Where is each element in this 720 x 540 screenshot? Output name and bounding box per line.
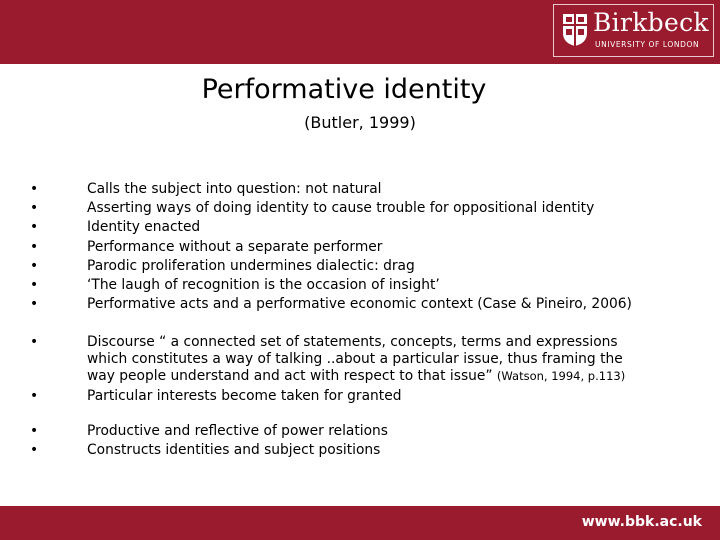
list-item: • Calls the subject into question: not natural: [30, 180, 632, 199]
bullet-icon: •: [30, 423, 39, 439]
list-item: • Constructs identities and subject positions: [30, 441, 388, 460]
discourse-quote: Discourse “ a connected set of statements, concepts, terms and expressions which constitutes a way of talking ..about a particular issue, thus framing the way people understand and act with respect to that issue”: [87, 334, 623, 384]
brand-name: Birkbeck: [593, 8, 709, 37]
bullet-list-1: [30, 180, 632, 314]
crest-icon: [562, 13, 588, 47]
bullet-icon: •: [30, 257, 39, 274]
bullet-icon: •: [30, 442, 39, 459]
bullet-icon: •: [30, 181, 39, 197]
list-item: • Particular interests become taken for granted: [30, 387, 647, 406]
bullet-icon: •: [30, 296, 39, 313]
list-item: • Productive and reflective of power relations: [30, 422, 388, 441]
header-bar: [0, 0, 720, 64]
list-item: • Parodic proliferation undermines dialectic: drag: [30, 257, 632, 276]
list-item: • Performance without a separate performer: [30, 238, 632, 257]
slide-subtitle: (Butler, 1999): [304, 113, 416, 132]
bullet-icon: •: [30, 219, 39, 236]
citation: (Watson, 1994, p.113): [496, 369, 626, 383]
slide-title-block: [0, 70, 720, 134]
footer-bar: [0, 506, 720, 540]
list-item: • Identity enacted: [30, 218, 632, 237]
bullet-icon: •: [30, 388, 39, 404]
bullet-list-2: [30, 334, 647, 406]
bullet-icon: •: [30, 238, 39, 255]
website-link[interactable]: www.bbk.ac.uk: [581, 514, 702, 530]
bullet-icon: •: [30, 277, 39, 294]
bullet-icon: •: [30, 200, 39, 217]
brand-subtitle: UNIVERSITY OF LONDON: [595, 40, 700, 49]
birkbeck-logo: [553, 4, 714, 57]
slide-title: Performative identity: [201, 74, 487, 105]
bullet-list-3: [30, 422, 388, 460]
list-item: [30, 334, 647, 385]
list-item: • Asserting ways of doing identity to cause trouble for oppositional identity: [30, 199, 632, 218]
list-item: • Performative acts and a performative economic context (Case & Pineiro, 2006): [30, 295, 632, 314]
list-item: • ‘The laugh of recognition is the occasion of insight’: [30, 276, 632, 295]
bullet-icon: •: [30, 334, 39, 350]
